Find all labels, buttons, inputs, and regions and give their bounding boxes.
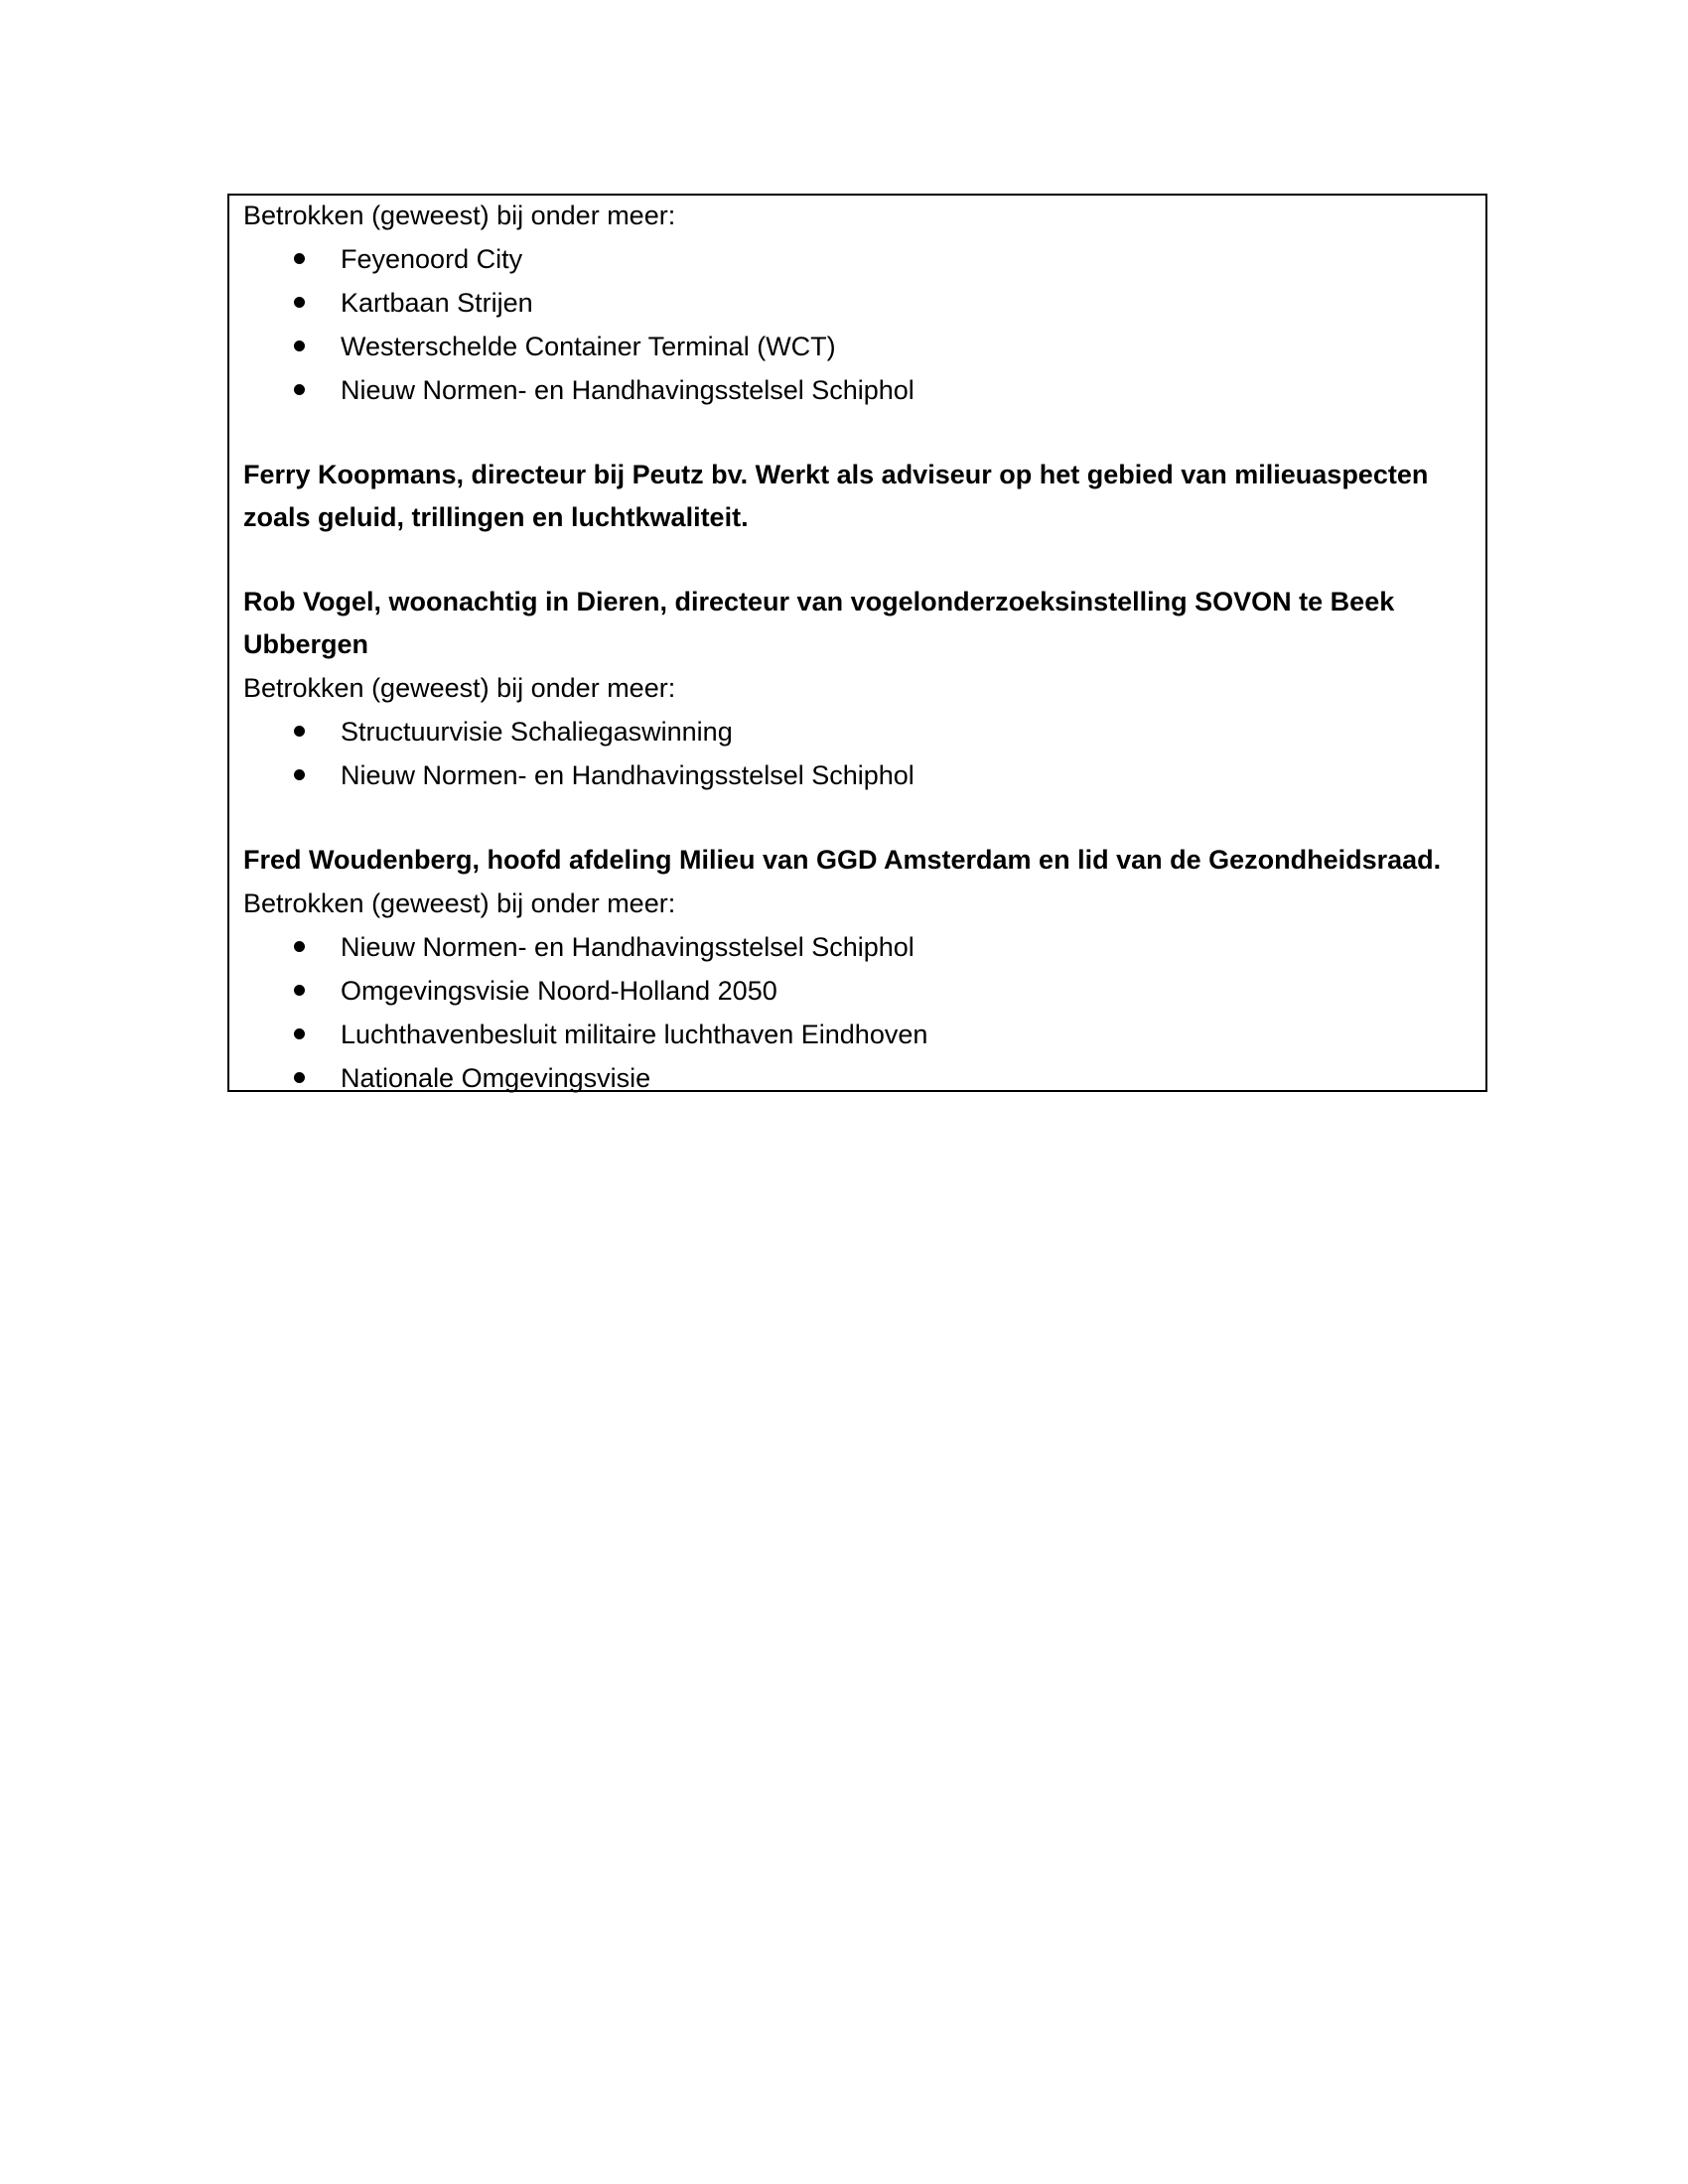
bordered-text-box: [227, 194, 1487, 1092]
bullet-icon: [294, 1072, 305, 1083]
block4-intro: Betrokken (geweest) bij onder meer:: [243, 888, 676, 918]
list-item-text: Omgevingsvisie Noord-Holland 2050: [341, 976, 777, 1006]
spacer: [243, 412, 1485, 454]
list-item: [243, 969, 1485, 1013]
list-item: [243, 281, 1485, 325]
list-item-text: Nieuw Normen- en Handhavingsstelsel Schiphol: [341, 932, 914, 962]
bullet-icon: [294, 297, 305, 308]
list-item-text: Structuurvisie Schaliegaswinning: [341, 717, 733, 747]
list-item: [243, 753, 1485, 797]
list-item-text: Westerschelde Container Terminal (WCT): [341, 332, 836, 361]
list-item-text: Nieuw Normen- en Handhavingsstelsel Schiphol: [341, 375, 914, 405]
list-item: [243, 925, 1485, 969]
list-item-text: Kartbaan Strijen: [341, 288, 533, 318]
bullet-icon: [294, 384, 305, 395]
list-item-text: Luchthavenbesluit militaire luchthaven Eindhoven: [341, 1020, 928, 1049]
list-item: [243, 710, 1485, 753]
spacer: [243, 797, 1485, 839]
block1-intro: Betrokken (geweest) bij onder meer:: [243, 201, 676, 230]
bullet-icon: [294, 726, 305, 737]
bullet-icon: [294, 253, 305, 264]
ferry-koopmans-heading: Ferry Koopmans, directeur bij Peutz bv. Werkt als adviseur op het gebied van milieuaspecten zoals geluid, trillingen en luchtkwaliteit.: [243, 460, 1429, 532]
bullet-icon: [294, 941, 305, 952]
bullet-icon: [294, 1028, 305, 1039]
block3-intro: Betrokken (geweest) bij onder meer:: [243, 673, 676, 703]
list-item: [243, 368, 1485, 412]
bullet-icon: [294, 341, 305, 351]
list-item-text: Feyenoord City: [341, 244, 523, 274]
list-item: [243, 237, 1485, 281]
spacer: [243, 539, 1485, 581]
rob-vogel-heading: Rob Vogel, woonachtig in Dieren, directeur van vogelonderzoeksinstelling SOVON te Beek Ubbergen: [243, 587, 1395, 659]
list-item-text: Nationale Omgevingsvisie: [341, 1063, 651, 1093]
list-item-text: Nieuw Normen- en Handhavingsstelsel Schiphol: [341, 760, 914, 790]
list-item: [243, 1013, 1485, 1056]
list-item: [243, 1056, 1485, 1100]
bullet-icon: [294, 769, 305, 780]
bullet-icon: [294, 985, 305, 996]
list-item: [243, 325, 1485, 368]
fred-woudenberg-heading: Fred Woudenberg, hoofd afdeling Milieu van GGD Amsterdam en lid van de Gezondheidsraad.: [243, 845, 1442, 875]
